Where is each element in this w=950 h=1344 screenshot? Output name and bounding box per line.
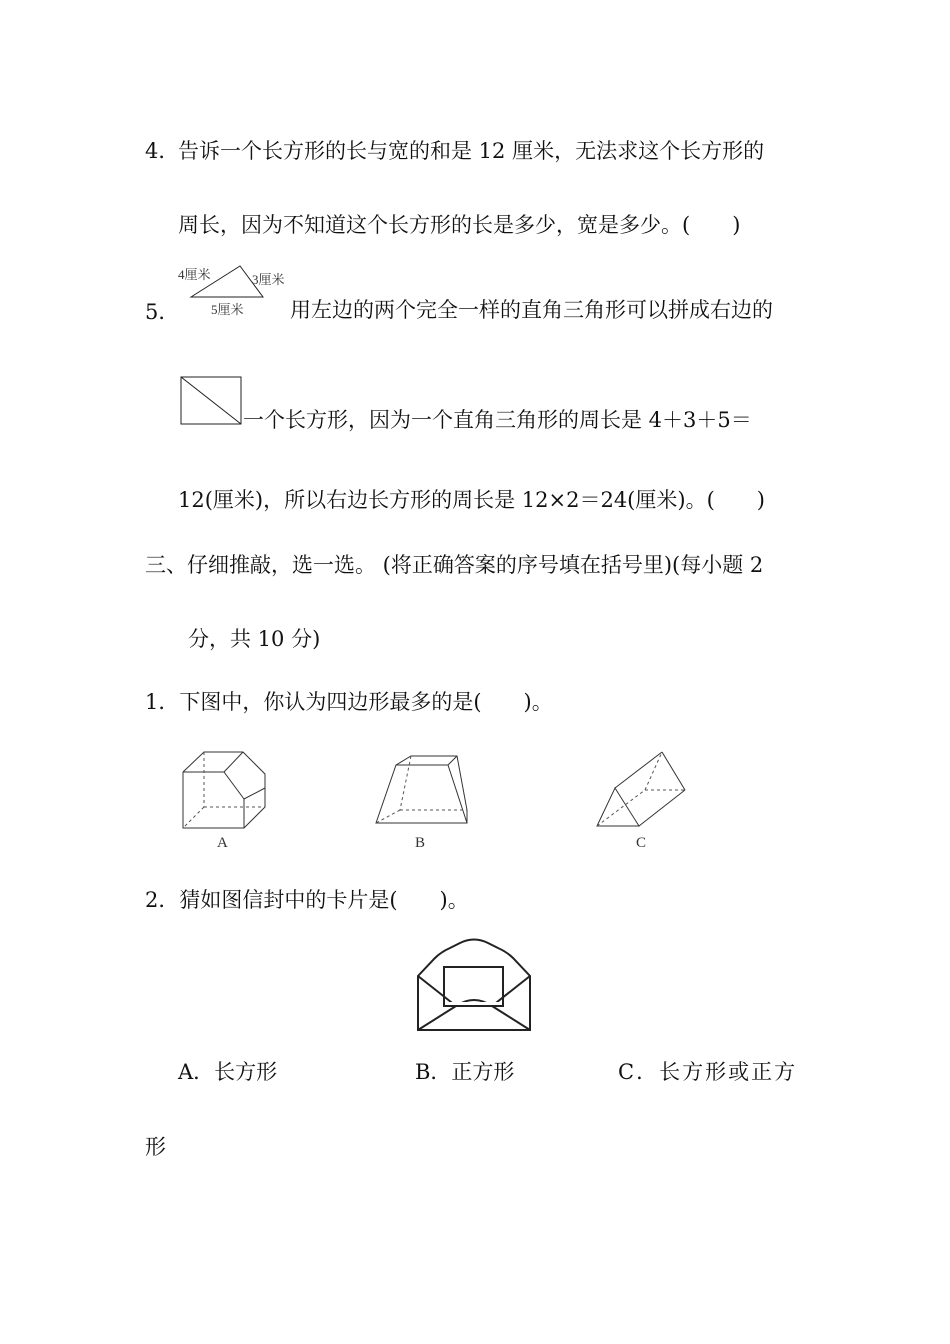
option-b[interactable]: B．正方形 — [415, 1060, 515, 1084]
rectangle-diagonal-figure — [180, 376, 244, 426]
section3-heading: 三、仔细推敲，选一选。 (将正确答案的序号填在括号里)(每小题 2 — [145, 553, 764, 577]
q4-line2: 周长，因为不知道这个长方形的长是多少，宽是多少。( ) — [178, 213, 741, 237]
triangle-label-right: 3厘米 — [252, 272, 285, 287]
option-c[interactable]: C．长方形或正方 — [618, 1060, 798, 1084]
envelope-figure — [416, 936, 532, 1032]
section3-heading-cont: 分，共 10 分) — [188, 627, 321, 651]
option-c-wrap: 形 — [145, 1135, 166, 1159]
s3q2-text: 2．猜如图信封中的卡片是( )。 — [145, 888, 469, 912]
q5-line2: 一个长方形，因为一个直角三角形的周长是 4＋3＋5＝ — [243, 408, 752, 432]
solid-a-figure — [180, 750, 270, 832]
solid-b-figure — [374, 755, 470, 827]
solid-b-label: B — [415, 835, 426, 851]
q5-line1: 用左边的两个完全一样的直角三角形可以拼成右边的 — [290, 298, 773, 322]
triangle-label-left: 4厘米 — [178, 267, 211, 282]
q4-number: 4． — [145, 139, 180, 163]
solid-a-label: A — [217, 835, 228, 851]
q5-number: 5． — [145, 300, 180, 324]
solid-c-label: C — [636, 835, 647, 851]
solid-c-figure — [595, 750, 689, 830]
s3q1-text: 1．下图中，你认为四边形最多的是( )。 — [145, 690, 553, 714]
q5-line3: 12(厘米)，所以右边长方形的周长是 12×2＝24(厘米)。( ) — [178, 488, 765, 512]
q4-line1: 告诉一个长方形的长与宽的和是 12 厘米，无法求这个长方形的 — [178, 139, 765, 163]
triangle-label-bottom: 5厘米 — [211, 302, 244, 317]
option-a[interactable]: A．长方形 — [178, 1060, 278, 1084]
